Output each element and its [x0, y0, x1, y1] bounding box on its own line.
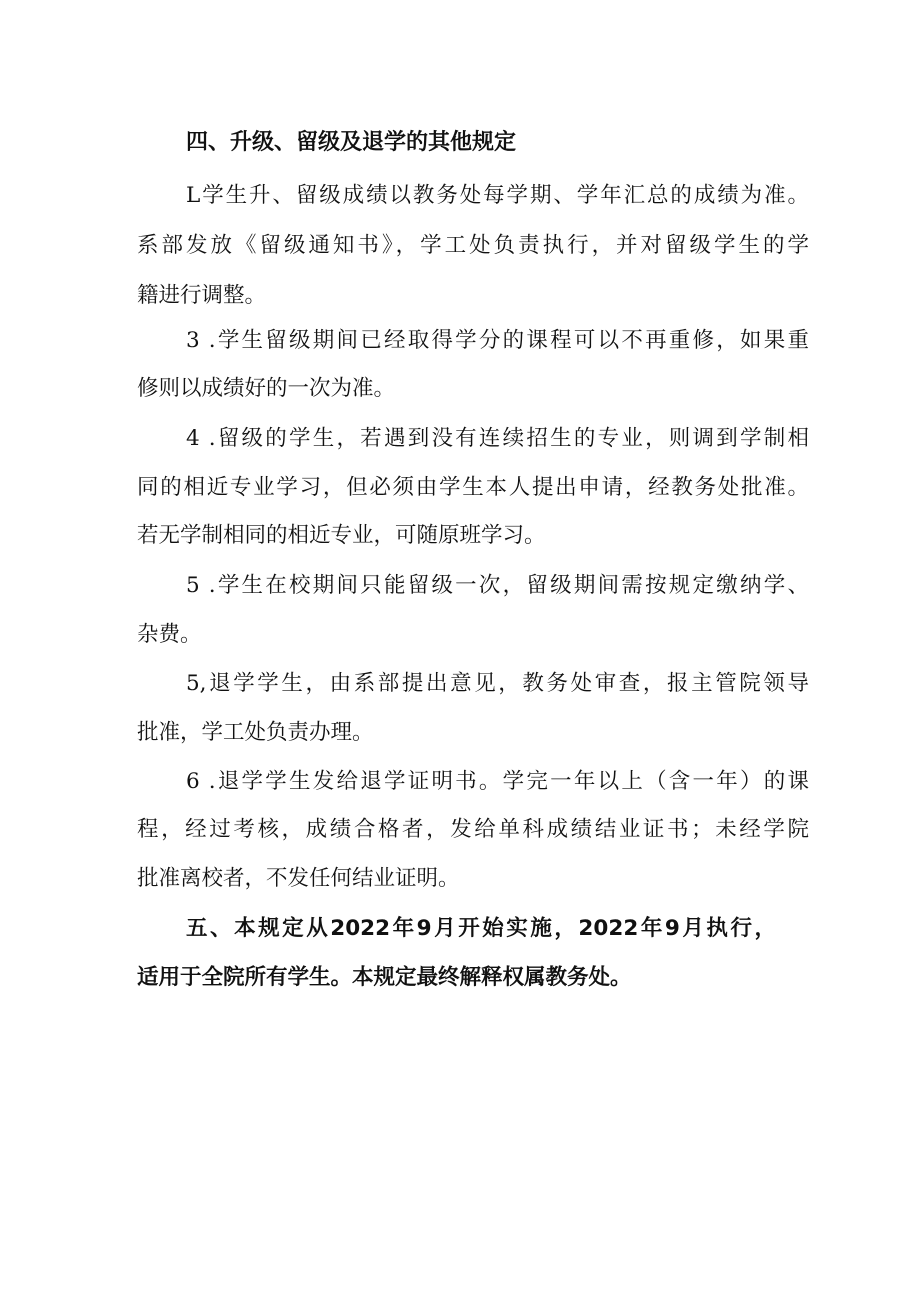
section-5-line-1: 五、本规定从2022年9月开始实施，2022年9月执行， — [186, 916, 776, 941]
item-5a-line-1: 5 .学生在校期间只能留级一次，留级期间需按规定缴纳学、 — [186, 573, 809, 598]
section-4-heading: 四、升级、留级及退学的其他规定 — [186, 130, 517, 155]
item-4-line-1: 4 .留级的学生，若遇到没有连续招生的专业，则调到学制相 — [186, 426, 809, 451]
item-5a-line-2: 杂费。 — [137, 622, 202, 647]
item-1-line-2: 系部发放《留级通知书》，学工处负责执行，并对留级学生的学 — [137, 233, 809, 258]
item-3-line-2: 修则以成绩好的一次为准。 — [137, 376, 396, 401]
item-1-line-3: 籍进行调整。 — [137, 283, 267, 308]
item-6-line-1: 6 .退学学生发给退学证明书。学完一年以上（含一年）的课 — [186, 769, 809, 794]
item-4-line-2: 同的相近专业学习，但必须由学生本人提出申请，经教务处批准。 — [137, 475, 809, 500]
item-6-line-2: 程，经过考核，成绩合格者，发给单科成绩结业证书；未经学院 — [137, 817, 809, 842]
item-5b-line-1: 5,退学学生，由系部提出意见，教务处审查，报主管院领导 — [186, 671, 809, 696]
item-1-line-1: L学生升、留级成绩以教务处每学期、学年汇总的成绩为准。 — [186, 183, 809, 208]
item-5b-line-2: 批准，学工处负责办理。 — [137, 720, 374, 745]
section-5-line-2: 适用于全院所有学生。本规定最终解释权属教务处。 — [137, 965, 632, 990]
item-4-line-3: 若无学制相同的相近专业，可随原班学习。 — [137, 523, 546, 548]
item-6-line-3: 批准离校者，不发任何结业证明。 — [137, 866, 460, 891]
item-3-line-1: 3 .学生留级期间已经取得学分的课程可以不再重修，如果重 — [186, 328, 809, 353]
